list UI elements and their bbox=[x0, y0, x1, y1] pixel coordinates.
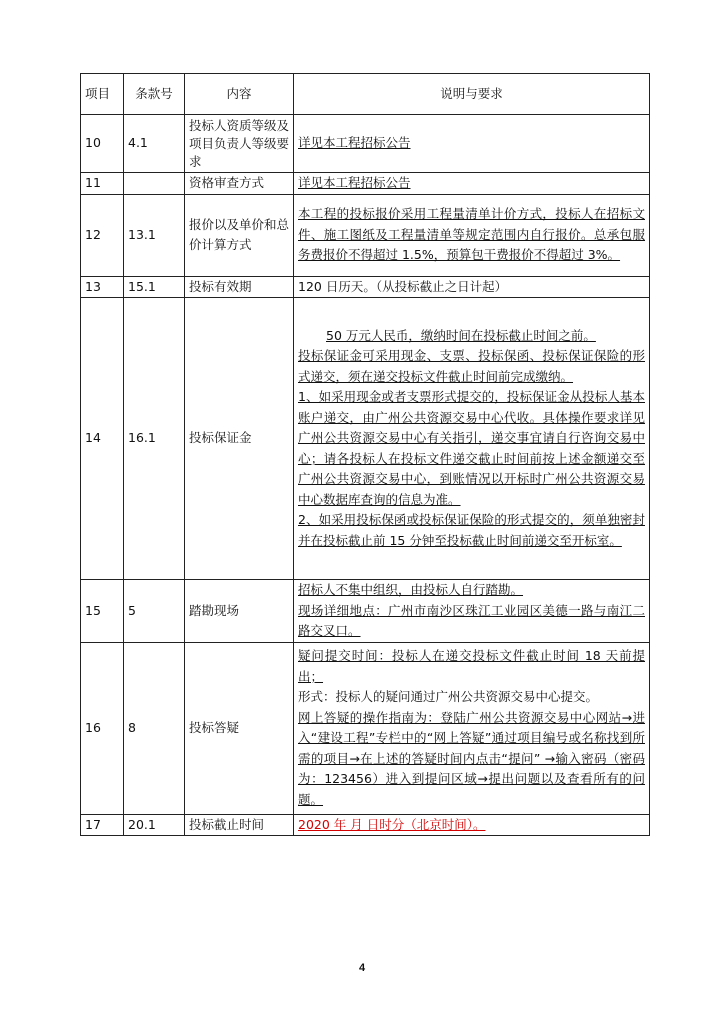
row-clause: 20.1 bbox=[124, 814, 185, 836]
row-item: 17 bbox=[81, 814, 124, 836]
row-item: 13 bbox=[81, 276, 124, 298]
table-row bbox=[81, 115, 650, 173]
row-desc: 现场详细地点：广州市南沙区珠江工业园区美德一路与南江二路交叉口。 bbox=[298, 602, 645, 638]
header-content: 内容 bbox=[185, 74, 294, 115]
row-desc-cell bbox=[294, 194, 650, 276]
table-row bbox=[81, 814, 650, 836]
row-desc-cell bbox=[294, 276, 650, 298]
row-desc: 50 万元人民币，缴纳时间在投标截止时间之前。 bbox=[326, 327, 596, 343]
header-desc: 说明与要求 bbox=[294, 74, 650, 115]
row-desc: 招标人不集中组织，由投标人自行踏勘。 bbox=[298, 582, 524, 597]
row-desc: 形式：投标人的疑问通过广州公共资源交易中心提交。 bbox=[298, 689, 599, 704]
row-desc: 2020 年 月 日时分（北京时间）。 bbox=[298, 816, 486, 832]
row-content: 投标答疑 bbox=[185, 642, 294, 814]
row-content: 踏勘现场 bbox=[185, 580, 294, 643]
desc-paragraph bbox=[298, 601, 645, 642]
desc-paragraph bbox=[298, 346, 645, 387]
row-desc-cell bbox=[294, 173, 650, 195]
desc-paragraph bbox=[298, 708, 645, 811]
row-desc: 疑问提交时间：投标人在递交投标文件截止时间 18 天前提出； bbox=[298, 648, 645, 684]
row-desc-cell bbox=[294, 115, 650, 173]
row-clause: 4.1 bbox=[124, 115, 185, 173]
row-item: 11 bbox=[81, 173, 124, 195]
row-desc: 网上答疑的操作指南为：登陆广州公共资源交易中心网站→进入“建设工程”专栏中的“网上答疑”通过项目编号或名称找到所需的项目→在上述的答疑时间内点击“提问” →输入密码（密码为：123456）进入到提问区域→提出问题以及查看所有的问题。 bbox=[298, 709, 645, 807]
row-content: 投标人资质等级及项目负责人等级要求 bbox=[185, 115, 294, 173]
desc-paragraph bbox=[298, 580, 645, 601]
row-desc-cell bbox=[294, 580, 650, 643]
row-desc-cell bbox=[294, 298, 650, 580]
row-clause: 16.1 bbox=[124, 298, 185, 580]
row-clause: 5 bbox=[124, 580, 185, 643]
row-content: 报价以及单价和总价计算方式 bbox=[185, 194, 294, 276]
row-item: 16 bbox=[81, 642, 124, 814]
desc-paragraph bbox=[298, 646, 645, 687]
desc-paragraph bbox=[298, 326, 645, 347]
row-desc-cell bbox=[294, 814, 650, 836]
row-item: 15 bbox=[81, 580, 124, 643]
table-row bbox=[81, 580, 650, 643]
row-item: 10 bbox=[81, 115, 124, 173]
row-item: 14 bbox=[81, 298, 124, 580]
row-desc: 2、如采用投标保函或投标保证保险的形式提交的，须单独密封并在投标截止前 15 分钟至投标截止时间前递交至开标室。 bbox=[298, 512, 645, 548]
header-clause: 条款号 bbox=[124, 74, 185, 115]
row-desc: 本工程的投标报价采用工程量清单计价方式，投标人在招标文件、施工图纸及工程量清单等规定范围内自行报价。总承包服务费报价不得超过 1.5%，预算包干费报价不得超过 3%。 bbox=[298, 206, 645, 263]
row-clause: 15.1 bbox=[124, 276, 185, 298]
table-row bbox=[81, 642, 650, 814]
desc-paragraph bbox=[298, 387, 645, 510]
tender-data-table bbox=[80, 73, 650, 836]
row-content: 投标有效期 bbox=[185, 276, 294, 298]
row-desc: 详见本工程招标公告 bbox=[298, 175, 411, 190]
row-desc: 120 日历天。（从投标截止之日计起） bbox=[298, 278, 508, 294]
table-row bbox=[81, 194, 650, 276]
table-header-row bbox=[81, 74, 650, 115]
row-content: 资格审查方式 bbox=[185, 173, 294, 195]
row-desc-cell bbox=[294, 642, 650, 814]
table-row bbox=[81, 276, 650, 298]
row-content: 投标保证金 bbox=[185, 298, 294, 580]
row-desc: 详见本工程招标公告 bbox=[298, 135, 411, 151]
header-item: 项目 bbox=[81, 74, 124, 115]
row-desc: 投标保证金可采用现金、支票、投标保函、投标保证保险的形式递交，须在递交投标文件截止时间前完成缴纳。 bbox=[298, 348, 645, 384]
row-item: 12 bbox=[81, 194, 124, 276]
page-number: 4 bbox=[358, 962, 366, 974]
desc-paragraph bbox=[298, 687, 645, 708]
row-clause: 13.1 bbox=[124, 194, 185, 276]
row-content: 投标截止时间 bbox=[185, 814, 294, 836]
table-row bbox=[81, 298, 650, 580]
row-desc: 1、如采用现金或者支票形式提交的，投标保证金从投标人基本账户递交，由广州公共资源交易中心代收。具体操作要求详见广州公共资源交易中心有关指引，递交事宜请自行咨询交易中心；请各投标人在投标文件递交截止时间前按上述金额递交至广州公共资源交易中心，到账情况以开标时广州公共资源交易中心数据库查询的信息为准。 bbox=[298, 389, 645, 507]
desc-paragraph bbox=[298, 510, 645, 551]
row-clause bbox=[124, 173, 185, 195]
row-clause: 8 bbox=[124, 642, 185, 814]
table-row bbox=[81, 173, 650, 195]
